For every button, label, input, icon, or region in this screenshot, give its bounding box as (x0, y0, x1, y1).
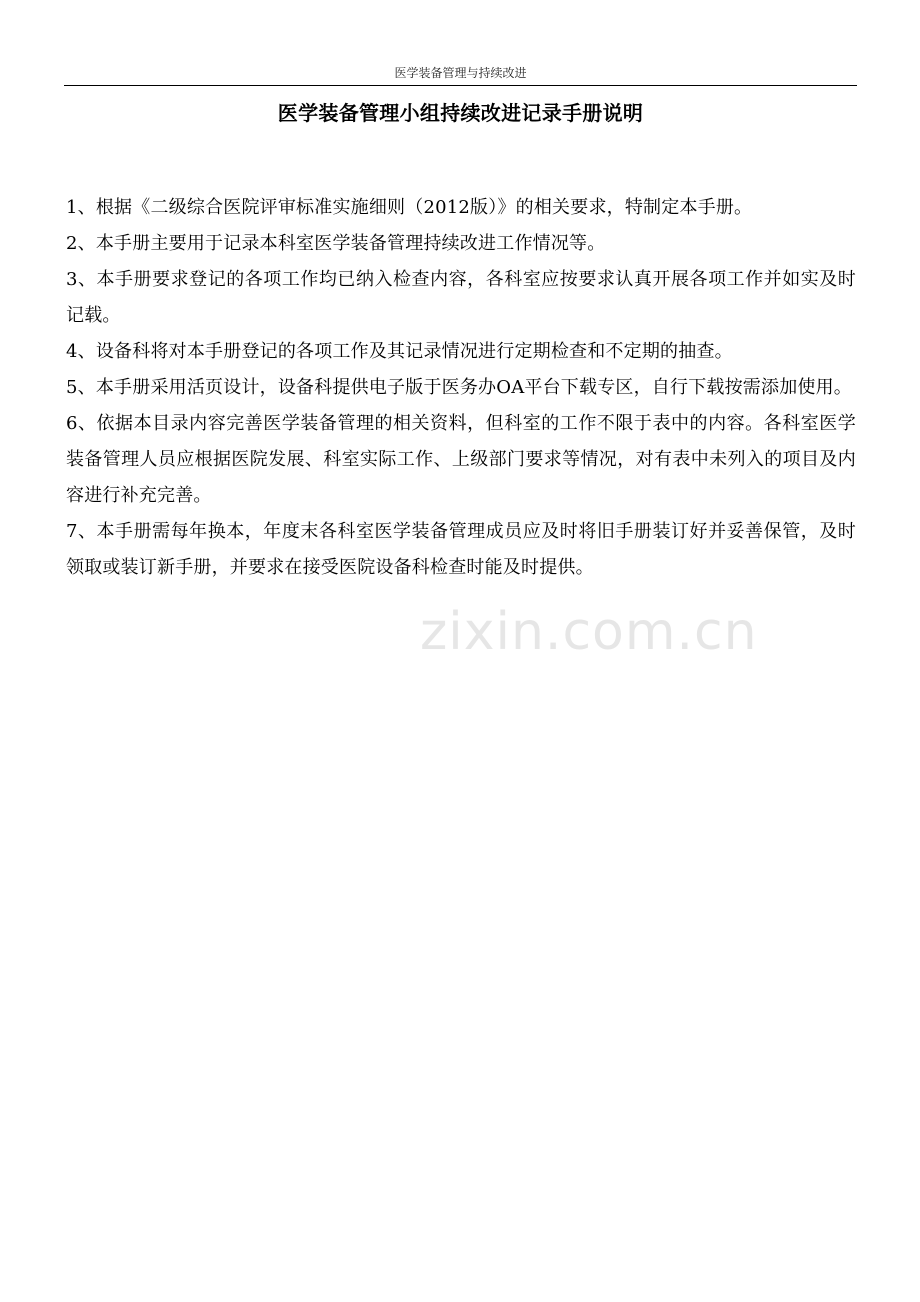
document-title: 医学装备管理小组持续改进记录手册说明 (277, 101, 644, 125)
paragraph-3: 3、本手册要求登记的各项工作均已纳入检查内容，各科室应按要求认真开展各项工作并如实及时记载。 (66, 269, 856, 326)
paragraph-6: 6、依据本目录内容完善医学装备管理的相关资料，但科室的工作不限于表中的内容。各科室医学装备管理人员应根据医院发展、科室实际工作、上级部门要求等情况，对有表中未列入的项目及内容进行补充完善。 (66, 413, 856, 506)
header-divider (64, 85, 857, 86)
paragraph-4: 4、设备科将对本手册登记的各项工作及其记录情况进行定期检查和不定期的抽查。 (66, 341, 733, 362)
paragraph-5: 5、本手册采用活页设计，设备科提供电子版于医务办OA平台下载专区，自行下载按需添加使用。 (66, 377, 853, 398)
watermark-text: zixin.com.cn (420, 602, 758, 662)
document-body (66, 190, 856, 586)
paragraph-7: 7、本手册需每年换本，年度末各科室医学装备管理成员应及时将旧手册装订好并妥善保管，及时领取或装订新手册，并要求在接受医院设备科检查时能及时提供。 (66, 521, 856, 578)
running-header: 医学装备管理与持续改进 (394, 66, 527, 80)
paragraph-1: 1、根据《二级综合医院评审标准实施细则（2012版）》的相关要求，特制定本手册。 (66, 197, 753, 218)
paragraph-2: 2、本手册主要用于记录本科室医学装备管理持续改进工作情况等。 (66, 233, 606, 254)
